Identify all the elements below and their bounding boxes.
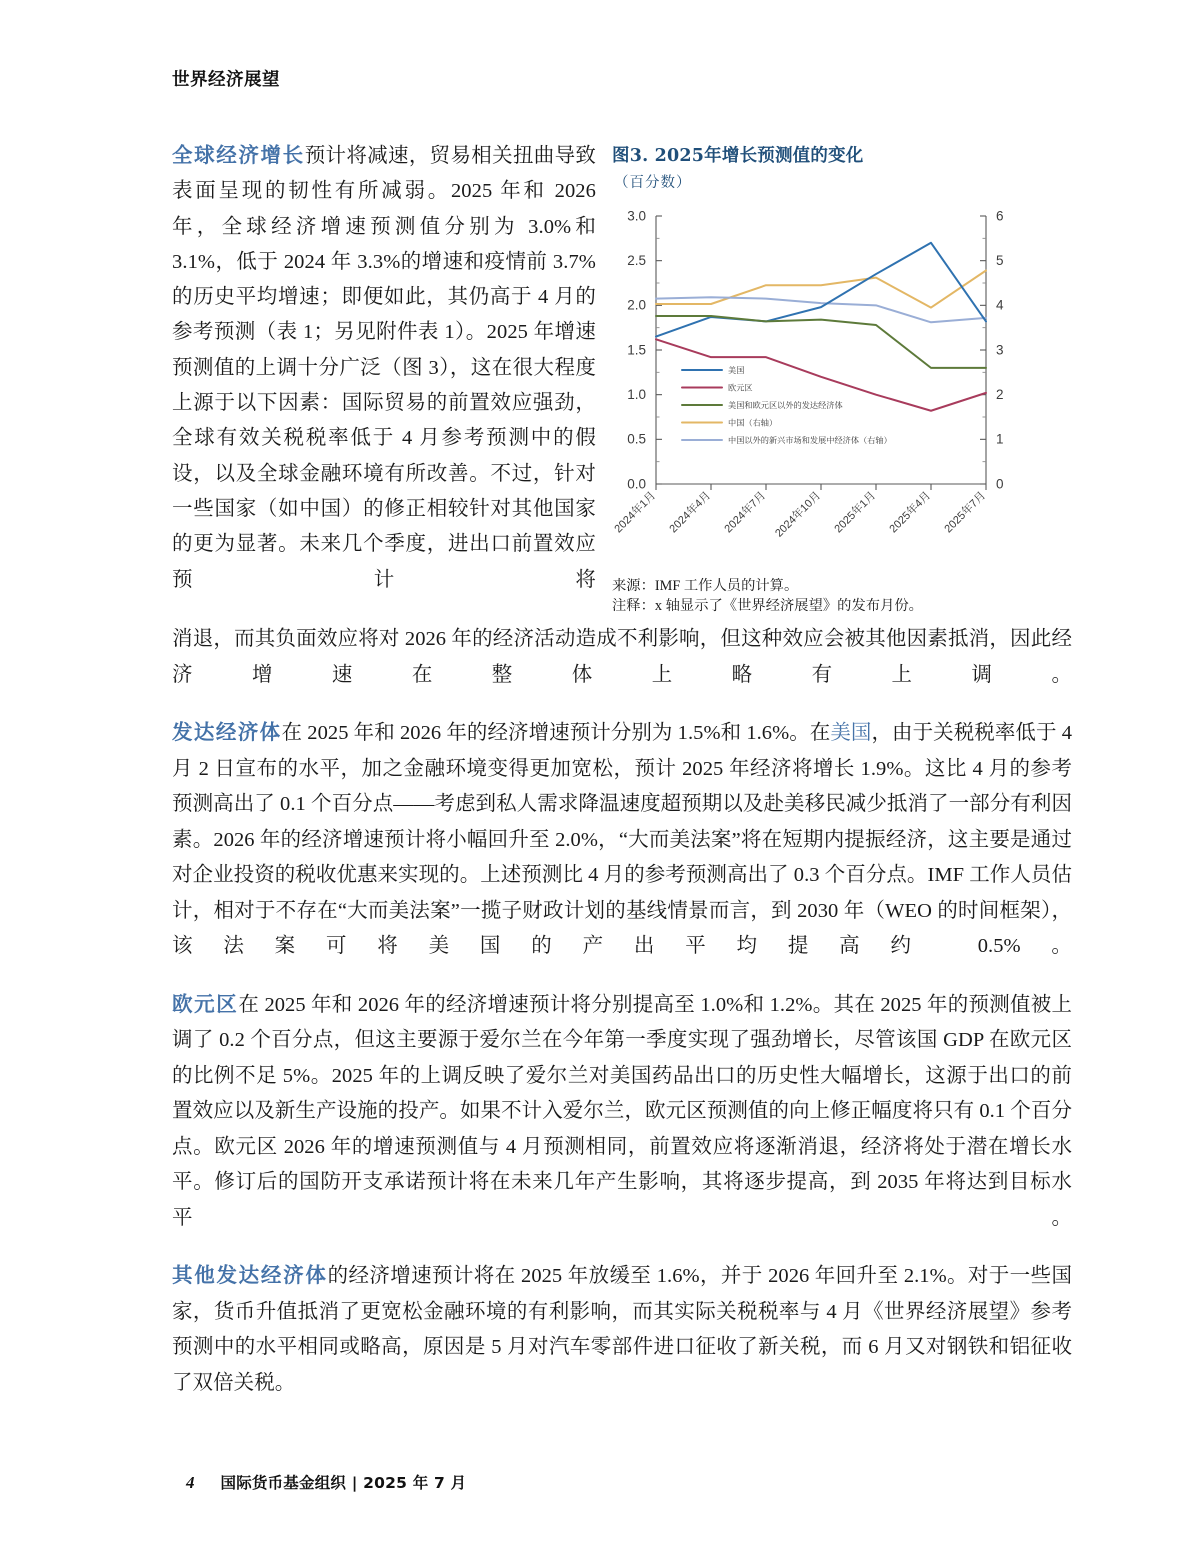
intro-column (172, 138, 596, 598)
body-paragraph-4 (172, 1258, 1072, 1401)
intro-paragraph (172, 138, 596, 598)
svg-text:0: 0 (996, 476, 1004, 492)
svg-text:0.0: 0.0 (627, 476, 646, 492)
figure-title: 图3. 2025年增长预测值的变化 (612, 146, 864, 166)
intro-body-text: 预计将减速，贸易相关扭曲导致表面呈现的韧性有所减弱。2025 年和 2026 年，全球经济增速预测值分别为 3.0%和 3.1%，低于 2024 年 3.3%的增速和疫情前 3.7%的历史平均增速；即便如此，其仍高于 4 月的参考预测（表 1；另见附件表 1）。2025 年增速预测值的上调十分广泛（图 3），这在很大程度上源于以下因素：国际贸易的前置效应强劲，全球有效关税税率低于 4 月参考预测中的假设，以及全球金融环境有所改善。不过，针对一些国家（如中国）的修正相较针对其他国家的更为显著。未来几个季度，进出口前置效应预计将 (172, 145, 596, 591)
svg-text:中国（右轴）: 中国（右轴） (728, 418, 778, 428)
svg-text:2024年7月: 2024年7月 (722, 489, 769, 536)
running-header: 世界经济展望 (172, 70, 280, 90)
svg-text:3.0: 3.0 (627, 208, 646, 224)
para4-text: 的经济增速预计将在 2025 年放缓至 1.6%，并于 2026 年回升至 2.1%。对于一些国家，货币升值抵消了更宽松金融环境的有利影响，而其实际关税税率与 4 月《世界经济展望》参考预测中的水平相同或略高，原因是 5 月对汽车零部件进口征收了新关税，而 6 月又对钢铁和铝征收了双倍关税。 (172, 1265, 1072, 1394)
svg-text:2024年4月: 2024年4月 (667, 489, 714, 536)
svg-text:2.0: 2.0 (627, 297, 646, 313)
svg-text:欧元区: 欧元区 (728, 383, 753, 393)
svg-text:中国以外的新兴市场和发展中经济体（右轴）: 中国以外的新兴市场和发展中经济体（右轴） (728, 436, 892, 445)
body-paragraph-2 (172, 715, 1072, 965)
body-paragraph-1: 消退，而其负面效应将对 2026 年的经济活动造成不利影响，但这种效应会被其他因素抵消，因此经济增速在整体上略有上调。 (172, 628, 1072, 686)
figure-plot (594, 194, 1046, 574)
svg-text:2025年4月: 2025年4月 (887, 489, 934, 536)
footer-imprint: 国际货币基金组织 | 2025 年 7 月 (220, 1474, 467, 1492)
svg-text:1.0: 1.0 (627, 387, 646, 403)
svg-text:2.5: 2.5 (627, 253, 646, 269)
svg-text:4: 4 (996, 297, 1004, 313)
svg-text:5: 5 (996, 253, 1004, 269)
para3-lead-phrase: 欧元区 (172, 991, 239, 1016)
figure-note: 注释：x 轴显示了《世界经济展望》的发布月份。 (612, 598, 923, 614)
svg-text:1: 1 (996, 431, 1004, 447)
page-footer (186, 1471, 466, 1493)
top-region (172, 138, 1072, 618)
svg-text:3: 3 (996, 342, 1004, 358)
svg-text:2025年1月: 2025年1月 (832, 489, 879, 536)
svg-text:1.5: 1.5 (627, 342, 646, 358)
body-paragraph-3 (172, 987, 1072, 1237)
figure-source: 来源：IMF 工作人员的计算。 (612, 578, 799, 594)
figure-notes (612, 576, 1072, 616)
figure-subtitle: （百分数） (614, 175, 692, 191)
svg-text:2: 2 (996, 387, 1004, 403)
figure-3 (612, 142, 1072, 616)
svg-text:0.5: 0.5 (627, 431, 646, 447)
svg-text:6: 6 (996, 208, 1004, 224)
svg-text:2024年1月: 2024年1月 (612, 489, 659, 536)
svg-text:美国和欧元区以外的发达经济体: 美国和欧元区以外的发达经济体 (728, 401, 843, 410)
para2-lead-phrase: 发达经济体 (172, 720, 282, 744)
para4-lead-phrase: 其他发达经济体 (172, 1263, 328, 1287)
body-region (172, 622, 1072, 1423)
para3-text: 在 2025 年和 2026 年的经济增速预计将分别提高至 1.0%和 1.2%。其在 2025 年的预测值被上调了 0.2 个百分点，但这主要源于爱尔兰在今年第一季度实现了强劲增长，尽管该国 GDP 在欧元区的比例不足 5%。2025 年的上调反映了爱尔兰对美国药品出口的历史性大幅增长，这源于出口的前置效应以及新生产设施的投产。如果不计入爱尔兰，欧元区预测值的向上修正幅度将只有 0.1 个百分点。欧元区 2026 年的增速预测值与 4 月预测相同，前置效应将逐渐消退，经济将处于潜在增长水平。修订后的国防开支承诺预计将在未来几年产生影响，其将逐步提高，到 2035 年将达到目标水平。 (172, 993, 1073, 1229)
svg-text:2025年7月: 2025年7月 (942, 489, 989, 536)
line-chart (594, 194, 1046, 574)
folio-number: 4 (186, 1473, 195, 1492)
para2-inline-us: 美国 (830, 722, 872, 744)
svg-text:2024年10月: 2024年10月 (773, 489, 824, 540)
intro-lead-phrase: 全球经济增长 (172, 143, 305, 167)
para2-text-b: ，由于关税税率低于 4 月 2 日宣布的水平，加之金融环境变得更加宽松，预计 2025 年经济将增长 1.9%。这比 4 月的参考预测高出了 0.1 个百分点——考虑到私人需求降温速度超预期以及赴美移民减少抵消了一部分有利因素。2026 年的经济增速预计将小幅回升至 2.0%，“大而美法案”将在短期内提振经济，这主要是通过对企业投资的税收优惠来实现的。上述预测比 4 月的参考预测高出了 0.3 个百分点。IMF 工作人员估计，相对于不存在“大而美法案”一揽子财政计划的基线情景而言，到 2030 年（WEO 的时间框架），该法案可将美国的产出平均提高约 0.5%。 (172, 722, 1073, 957)
para2-text-a: 在 2025 年和 2026 年的经济增速预计分别为 1.5%和 1.6%。在 (281, 722, 831, 744)
svg-text:美国: 美国 (728, 366, 745, 375)
